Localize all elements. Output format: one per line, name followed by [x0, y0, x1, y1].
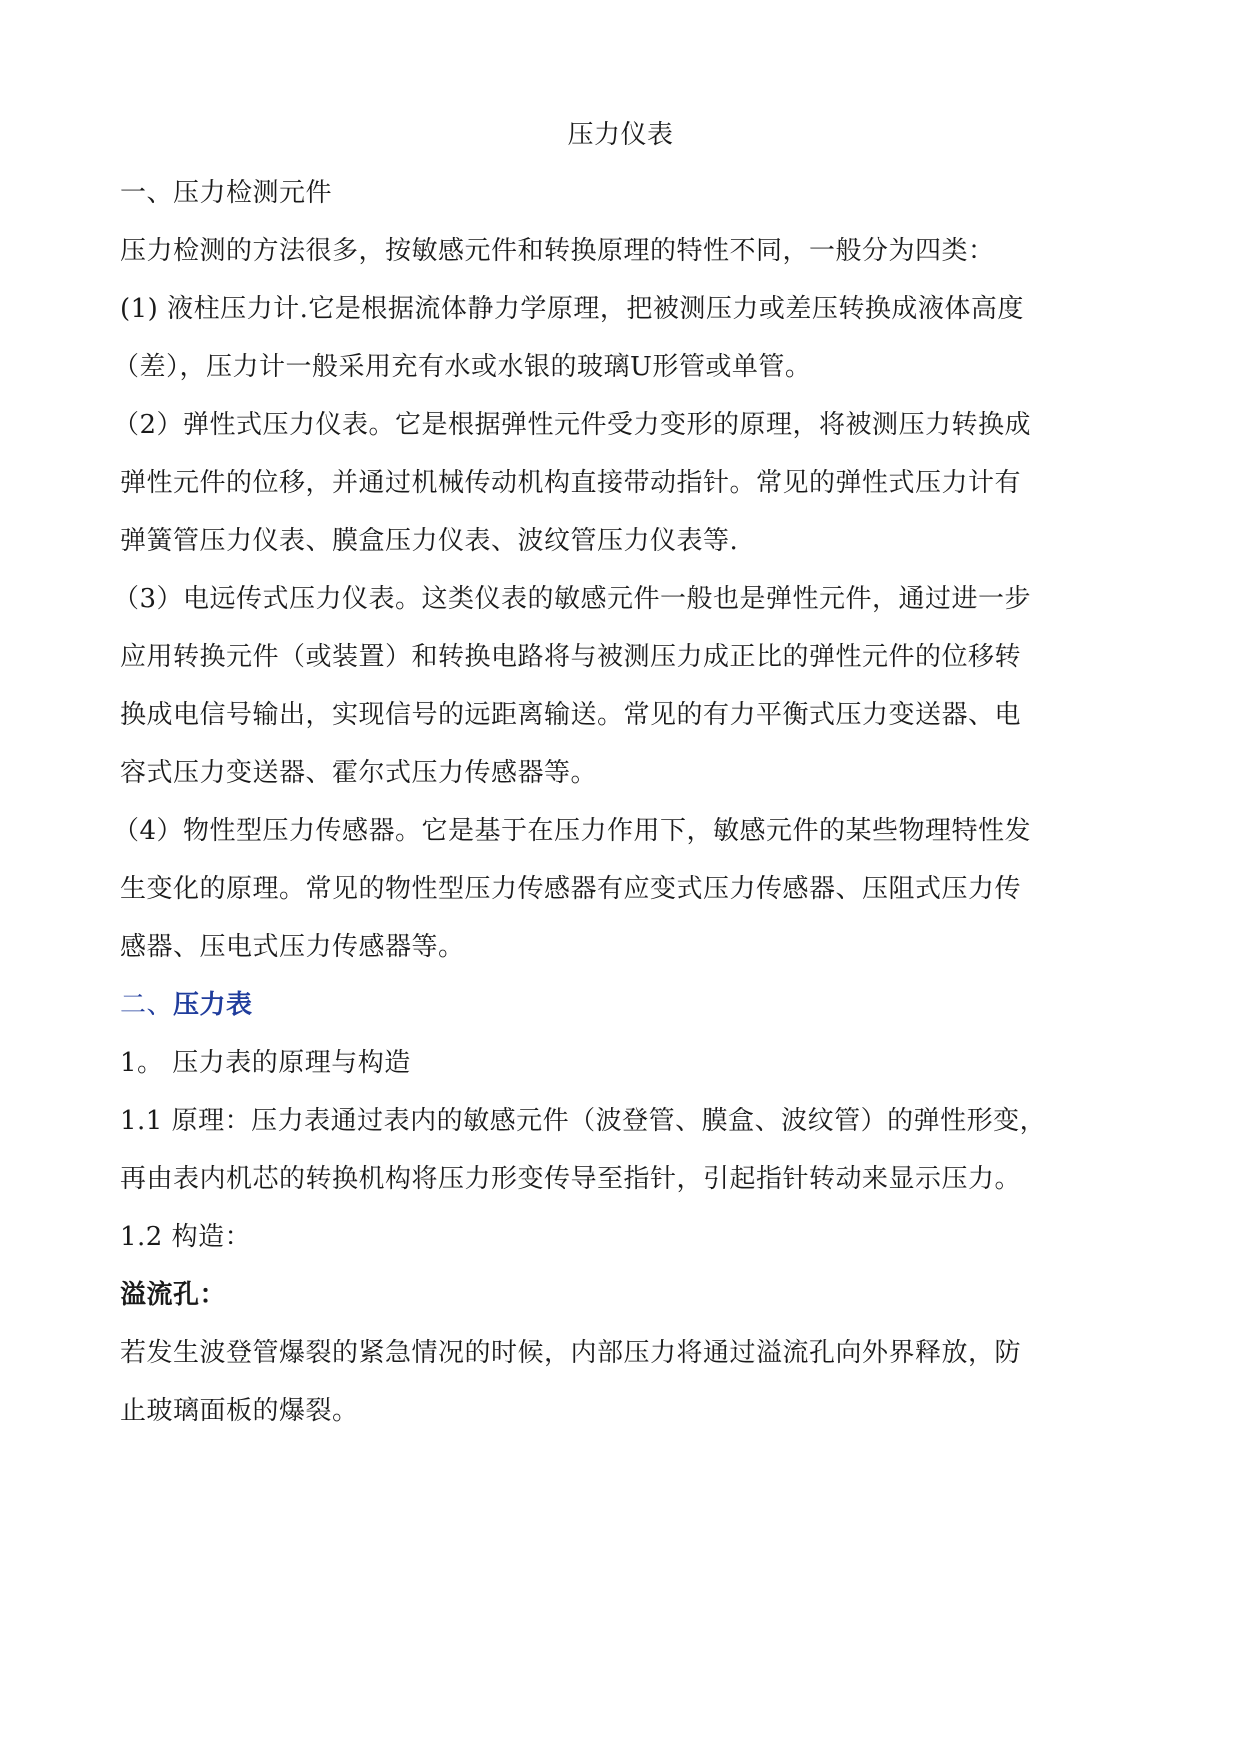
section2-heading	[120, 986, 1130, 1024]
item4-line2: 生变化的原理。常见的物性型压力传感器有应变式压力传感器、压阻式压力传	[120, 874, 1022, 904]
section1-intro: 压力检测的方法很多，按敏感元件和转换原理的特性不同，一般分为四类：	[120, 236, 995, 266]
page-title: 压力仪表	[567, 120, 674, 150]
item4-line1: （4）物性型压力传感器。它是基于在压力作用下，敏感元件的某些物理特性发	[113, 816, 1032, 846]
overflow-text-line1: 若发生波登管爆裂的紧急情况的时候，内部压力将通过溢流孔向外界释放，防	[120, 1338, 1022, 1368]
overflow-hole-heading: 溢流孔：	[120, 1280, 227, 1310]
item2-line1: （2）弹性式压力仪表。它是根据弹性元件受力变形的原理，将被测压力转换成	[113, 410, 1032, 440]
subsection-1-heading: 1。 压力表的原理与构造	[120, 1048, 411, 1078]
structure-heading: 1.2 构造：	[120, 1222, 252, 1252]
overflow-text-line2: 止玻璃面板的爆裂。	[120, 1396, 359, 1426]
item2-line3: 弹簧管压力仪表、膜盒压力仪表、波纹管压力仪表等.	[120, 526, 739, 556]
item2-line2: 弹性元件的位移，并通过机械传动机构直接带动指针。常见的弹性式压力计有	[120, 468, 1022, 498]
principle-line1: 1.1 原理：压力表通过表内的敏感元件（波登管、膜盒、波纹管）的弹性形变，	[120, 1106, 1047, 1136]
item1-line2: （差），压力计一般采用充有水或水银的玻璃U形管或单管。	[113, 352, 812, 382]
item3-line1: （3）电远传式压力仪表。这类仪表的敏感元件一般也是弹性元件，通过进一步	[113, 584, 1032, 614]
section2-heading-text: 压力表	[173, 990, 253, 1020]
principle-line2: 再由表内机芯的转换机构将压力形变传导至指针，引起指针转动来显示压力。	[120, 1164, 1022, 1194]
item3-line2: 应用转换元件（或装置）和转换电路将与被测压力成正比的弹性元件的位移转	[120, 642, 1022, 672]
item1-line1: (1) 液柱压力计.它是根据流体静力学原理，把被测压力或差压转换成液体高度	[120, 294, 1024, 324]
item3-line4: 容式压力变送器、霍尔式压力传感器等。	[120, 758, 598, 788]
section1-heading: 一、压力检测元件	[120, 178, 333, 208]
section2-heading-prefix: 二、	[120, 990, 174, 1020]
item3-line3: 换成电信号输出，实现信号的远距离输送。常见的有力平衡式压力变送器、电	[120, 700, 1022, 730]
item4-line3: 感器、压电式压力传感器等。	[120, 932, 465, 962]
